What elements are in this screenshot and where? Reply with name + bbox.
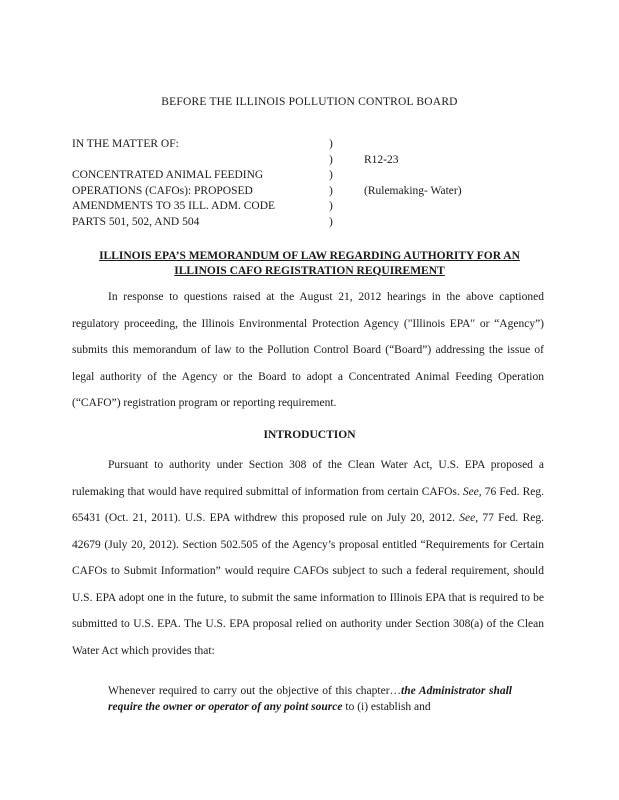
memo-title bbox=[60, 249, 559, 278]
paren: ) bbox=[329, 200, 333, 212]
paragraph-2-text bbox=[72, 452, 544, 664]
caption-docket-block bbox=[364, 137, 564, 199]
paren: ) bbox=[329, 138, 333, 150]
paren: ) bbox=[329, 169, 333, 181]
para2-part2: 76 Fed. Reg. 65431 (Oct. 21, 2011). U.S. EPA withdrew this proposed rule on July 20, 2012. bbox=[72, 485, 544, 524]
para2-part1: Pursuant to authority under Section 308 of the Clean Water Act, U.S. EPA proposed a rulemaking that would have required submittal of information from certain CAFOs. bbox=[72, 459, 544, 498]
introduction-heading: INTRODUCTION bbox=[263, 429, 356, 441]
para2-part3: 77 Fed. Reg. 42679 (July 20, 2012). Section 502.505 of the Agency’s proposal entitled “Requirements for Certain CAFOs to Submit Information” would require CAFOs subject to such a federal requirement, should U.S. EPA adopt one in the future, to submit the same information to Illinois EPA that is required to be submitted to U.S. EPA. The U.S. EPA proposal relied on authority under Section 308(a) of the Clean Water Act which provides that: bbox=[72, 512, 544, 657]
paragraph-1-text: In response to questions raised at the August 21, 2012 hearings in the above captioned regulatory proceeding, the Illinois Environmental Protection Agency ("Illinois EPA" or “Agency”) submits this memorandum of law to the Pollution Control Board (“Board”) addressing the issue of legal authority of the Agency or the Board to adopt a Concentrated Animal Feeding Operation (“CAFO”) registration program or reporting requirement. bbox=[72, 291, 544, 409]
board-heading: BEFORE THE ILLINOIS POLLUTION CONTROL BOARD bbox=[161, 96, 458, 108]
paren: ) bbox=[329, 215, 333, 228]
paren: ) bbox=[329, 153, 333, 166]
docket-number: R12-23 bbox=[364, 153, 399, 166]
memo-title-line1: ILLINOIS EPA’S MEMORANDUM OF LAW REGARDING AUTHORITY FOR AN bbox=[99, 250, 520, 262]
paragraph-2 bbox=[72, 452, 544, 664]
quote-part2: to (i) establish and bbox=[342, 701, 431, 713]
caption-line: PARTS 501, 502, AND 504 bbox=[72, 215, 200, 228]
block-quote bbox=[108, 683, 512, 715]
memo-title-line2: ILLINOIS CAFO REGISTRATION REQUIREMENT bbox=[174, 264, 445, 277]
caption-line: AMENDMENTS TO 35 ILL. ADM. CODE bbox=[72, 200, 276, 212]
caption-line bbox=[72, 153, 312, 169]
rulemaking-type: (Rulemaking- Water) bbox=[364, 184, 462, 197]
caption-parens bbox=[329, 137, 339, 230]
citation-see: See, bbox=[459, 512, 479, 524]
caption-line: OPERATIONS (CAFOs): PROPOSED bbox=[72, 184, 253, 197]
citation-see: See, bbox=[462, 485, 482, 498]
paren: ) bbox=[329, 184, 333, 197]
caption-matter bbox=[72, 137, 312, 230]
caption-line: IN THE MATTER OF: bbox=[72, 138, 179, 150]
quote-part1: Whenever required to carry out the objective of this chapter… bbox=[108, 685, 402, 697]
caption-line: CONCENTRATED ANIMAL FEEDING bbox=[72, 169, 264, 181]
paragraph-1 bbox=[72, 284, 544, 417]
quote-emphasis: the Administrator shall require the owner or operator of any point source bbox=[108, 685, 512, 713]
